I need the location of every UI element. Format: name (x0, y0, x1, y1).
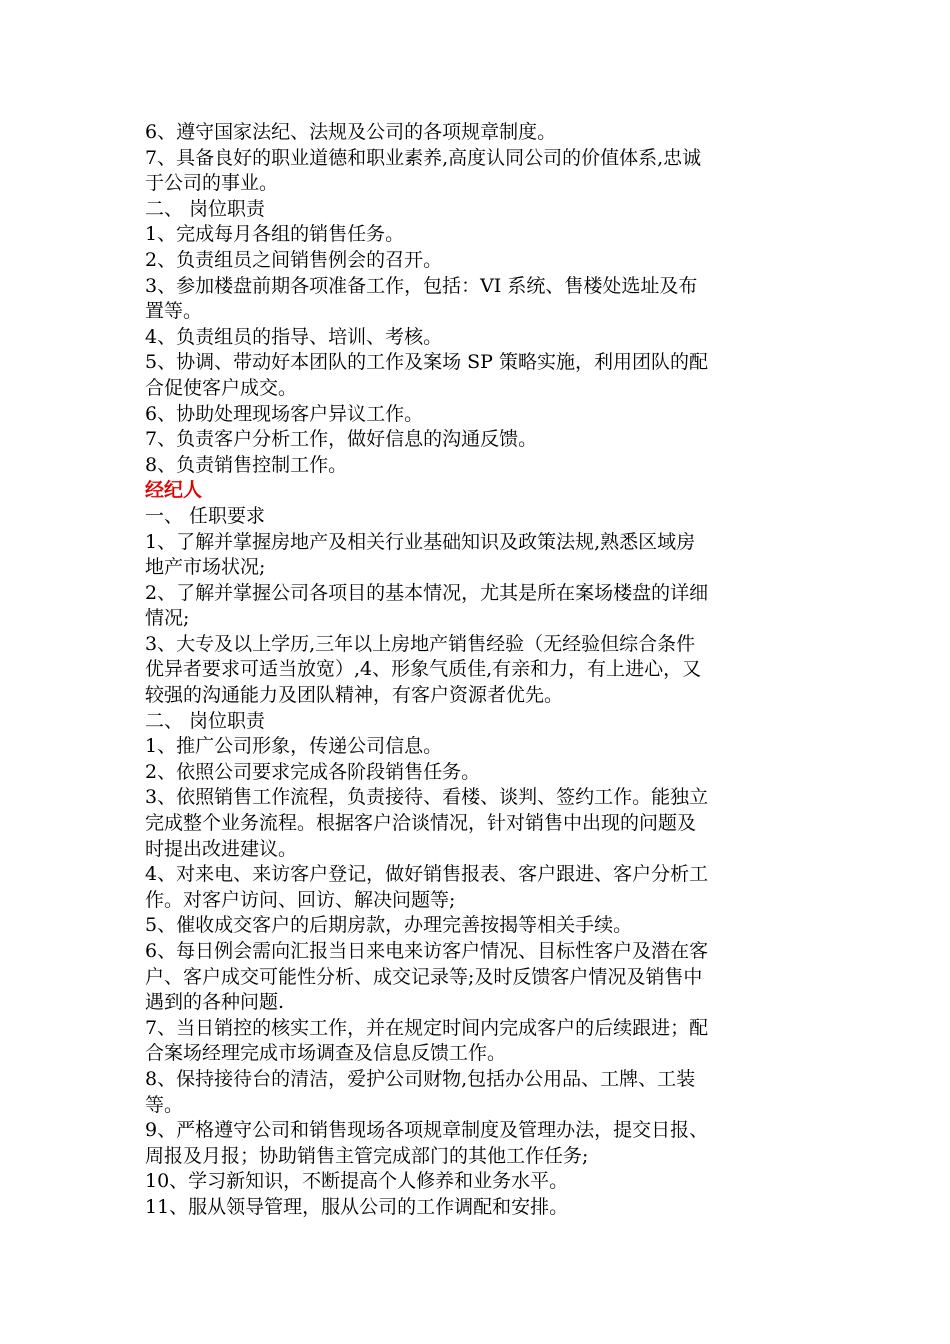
text-line: 10、学习新知识，不断提高个人修养和业务水平。 (145, 1170, 569, 1193)
text-line: 8、负责销售控制工作。 (145, 453, 348, 476)
text-line: 1、推广公司形象，传递公司信息。 (145, 735, 443, 758)
text-line: 7、负责客户分析工作，做好信息的沟通反馈。 (145, 428, 538, 451)
text-line: 作。对客户访问、回访、解决问题等; (145, 888, 456, 911)
text-line: 较强的沟通能力及团队精神，有客户资源者优先。 (145, 684, 564, 707)
text-line: 7、当日销控的核实工作，并在规定时间内完成客户的后续跟进；配 (145, 1016, 709, 1039)
text-line: 3、大专及以上学历,三年以上房地产销售经验（无经验但综合条件 (145, 632, 696, 655)
text-line: 合促使客户成交。 (145, 376, 298, 399)
text-line: 优异者要求可适当放宽）,4、形象气质佳,有亲和力，有上进心，又 (145, 658, 702, 681)
text-line: 6、每日例会需向汇报当日来电来访客户情况、目标性客户及潜在客 (145, 940, 709, 962)
text-line: 于公司的事业。 (145, 172, 279, 195)
text-line: 2、了解并掌握公司各项目的基本情况，尤其是所在案场楼盘的详细 (145, 581, 709, 604)
document-body (145, 120, 815, 1221)
role-heading-broker: 经纪人 (145, 479, 203, 502)
text-line: 等。 (145, 1093, 184, 1116)
text-line: 9、严格遵守公司和销售现场各项规章制度及管理办法，提交日报、 (145, 1119, 709, 1142)
text-line: 7、具备良好的职业道德和职业素养,高度认同公司的价值体系,忠诚 (145, 146, 702, 169)
text-line: 6、协助处理现场客户异议工作。 (145, 402, 424, 425)
text-line: 完成整个业务流程。根据客户洽谈情况，针对销售中出现的问题及 (145, 812, 697, 835)
text-line: 2、负责组员之间销售例会的召开。 (145, 248, 443, 271)
text-line: 合案场经理完成市场调查及信息反馈工作。 (145, 1042, 507, 1065)
section-heading: 二、 岗位职责 (145, 197, 266, 220)
text-line: 1、了解并掌握房地产及相关行业基础知识及政策法规,熟悉区域房 (145, 530, 696, 553)
text-line: 8、保持接待台的清洁，爱护公司财物,包括办公用品、工牌、工装 (145, 1067, 696, 1090)
text-line: 5、协调、带动好本团队的工作及案场 SP 策略实施，利用团队的配 (145, 351, 708, 374)
text-line: 4、对来电、来访客户登记，做好销售报表、客户跟进、客户分析工 (145, 863, 709, 886)
text-line: 户、客户成交可能性分析、成交记录等;及时反馈客户情况及销售中 (145, 965, 703, 988)
text-line: 置等。 (145, 300, 203, 323)
text-line: 1、完成每月各组的销售任务。 (145, 223, 405, 246)
section-heading: 二、 岗位职责 (145, 709, 266, 732)
text-line: 5、催收成交客户的后期房款，办理完善按揭等相关手续。 (145, 914, 633, 937)
section-heading: 一、 任职要求 (145, 504, 266, 527)
text-line: 遇到的各种问题. (145, 991, 285, 1014)
text-line: 4、负责组员的指导、培训、考核。 (145, 325, 443, 348)
text-line: 6、遵守国家法纪、法规及公司的各项规章制度。 (145, 121, 557, 143)
text-line: 3、参加楼盘前期各项准备工作，包括：VI 系统、售楼处选址及布 (145, 274, 698, 297)
text-line: 3、依照销售工作流程，负责接待、看楼、谈判、签约工作。能独立 (145, 786, 709, 809)
text-line: 情况; (145, 607, 190, 630)
text-line: 11、服从领导管理，服从公司的工作调配和安排。 (145, 1195, 569, 1218)
text-line: 地产市场状况; (145, 556, 266, 579)
text-line: 周报及月报；协助销售主管完成部门的其他工作任务; (145, 1144, 589, 1167)
text-line: 2、依照公司要求完成各阶段销售任务。 (145, 760, 481, 783)
text-line: 时提出改进建议。 (145, 837, 298, 860)
